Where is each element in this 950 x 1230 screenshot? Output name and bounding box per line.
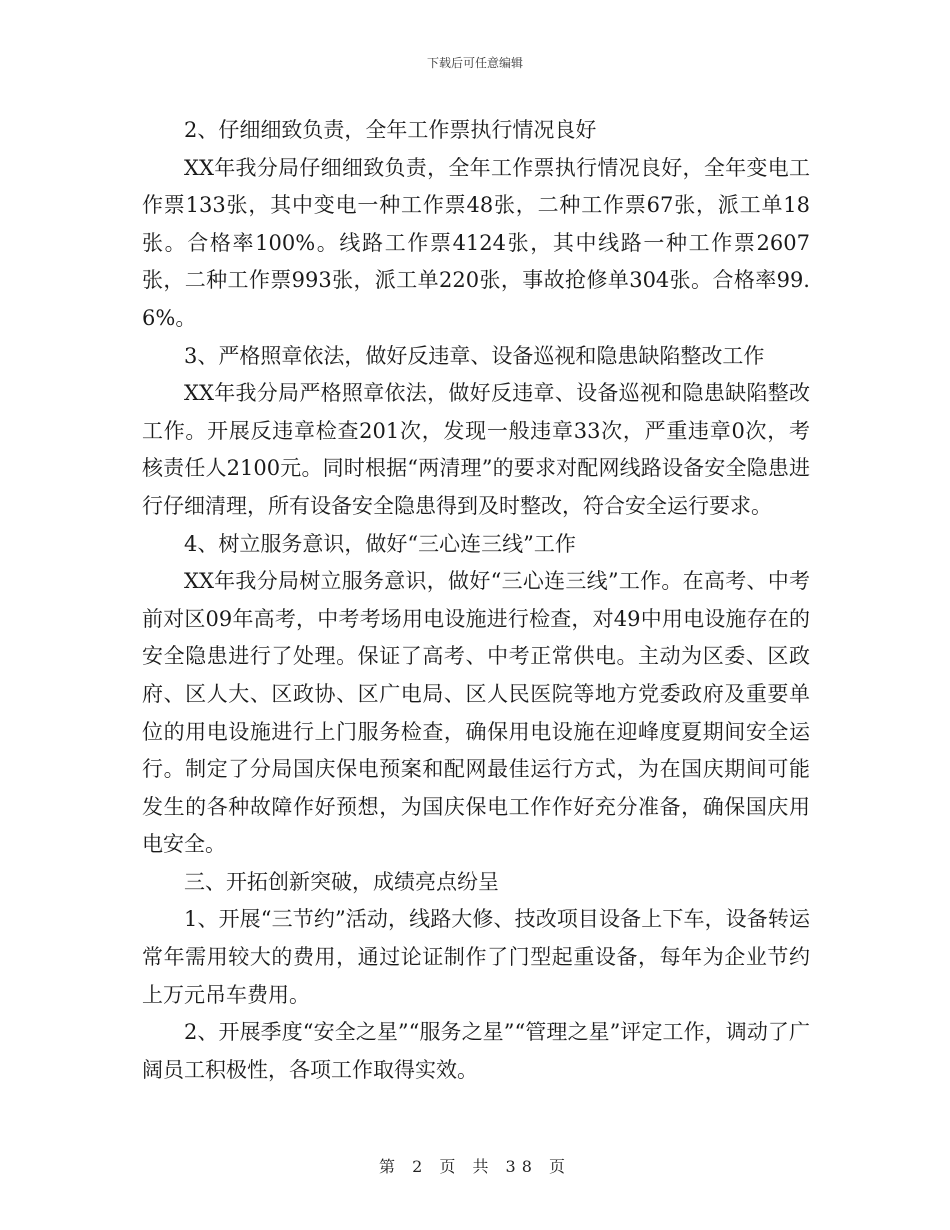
paragraph-quarterly-stars: 2、开展季度“安全之星”“服务之星”“管理之星”评定工作，调动了广阔员工积极性，各项工作取得实效。 (142, 1020, 810, 1082)
paragraph-anti-violation: XX年我分局严格照章依法，做好反违章、设备巡视和隐患缺陷整改工作。开展反违章检查201次，发现一般违章33次，严重违章0次，考核责任人2100元。同时根据“两清理”的要求对配网线路设备安全隐患进行仔细清理，所有设备安全隐患得到及时整改，符合安全运行要求。 (142, 381, 810, 518)
page-footer: 第 2 页 共 38 页 (379, 1157, 571, 1176)
document-body (142, 112, 810, 1089)
paragraph-three-savings: 1、开展“三节约”活动，线路大修、技改项目设备上下车，设备转运常年需用较大的费用，通过论证制作了门型起重设备，每年为企业节约上万元吊车费用。 (142, 907, 810, 1007)
paragraph-service-awareness: XX年我分局树立服务意识，做好“三心连三线”工作。在高考、中考前对区09年高考，中考考场用电设施进行检查，对49中用电设施存在的安全隐患进行了处理。保证了高考、中考正常供电。主动为区委、区政府、区人大、区政协、区广电局、区人民医院等地方党委政府及重要单位的用电设施进行上门服务检查，确保用电设施在迎峰度夏期间安全运行。制定了分局国庆保电预案和配网最佳运行方式，为在国庆期间可能发生的各种故障作好预想，为国庆保电工作作好充分准备，确保国庆用电安全。 (142, 569, 810, 857)
heading-anti-violation: 3、严格照章依法，做好反违章、设备巡视和隐患缺陷整改工作 (184, 343, 765, 368)
heading-work-tickets: 2、仔细细致负责，全年工作票执行情况良好 (184, 118, 597, 142)
heading-service-awareness: 4、树立服务意识，做好“三心连三线”工作 (184, 531, 576, 556)
section-heading-innovation: 三、开拓创新突破，成绩亮点纷呈 (184, 869, 499, 894)
paragraph-work-tickets: XX年我分局仔细细致负责，全年工作票执行情况良好，全年变电工作票133张，其中变电一种工作票48张，二种工作票67张，派工单18张。合格率100%。线路工作票4124张，其中线路一种工作票2607张，二种工作票993张，派工单220张，事故抢修单304张。合格率99.6%。 (142, 155, 810, 330)
page-header: 下载后可任意编辑 (426, 56, 523, 70)
